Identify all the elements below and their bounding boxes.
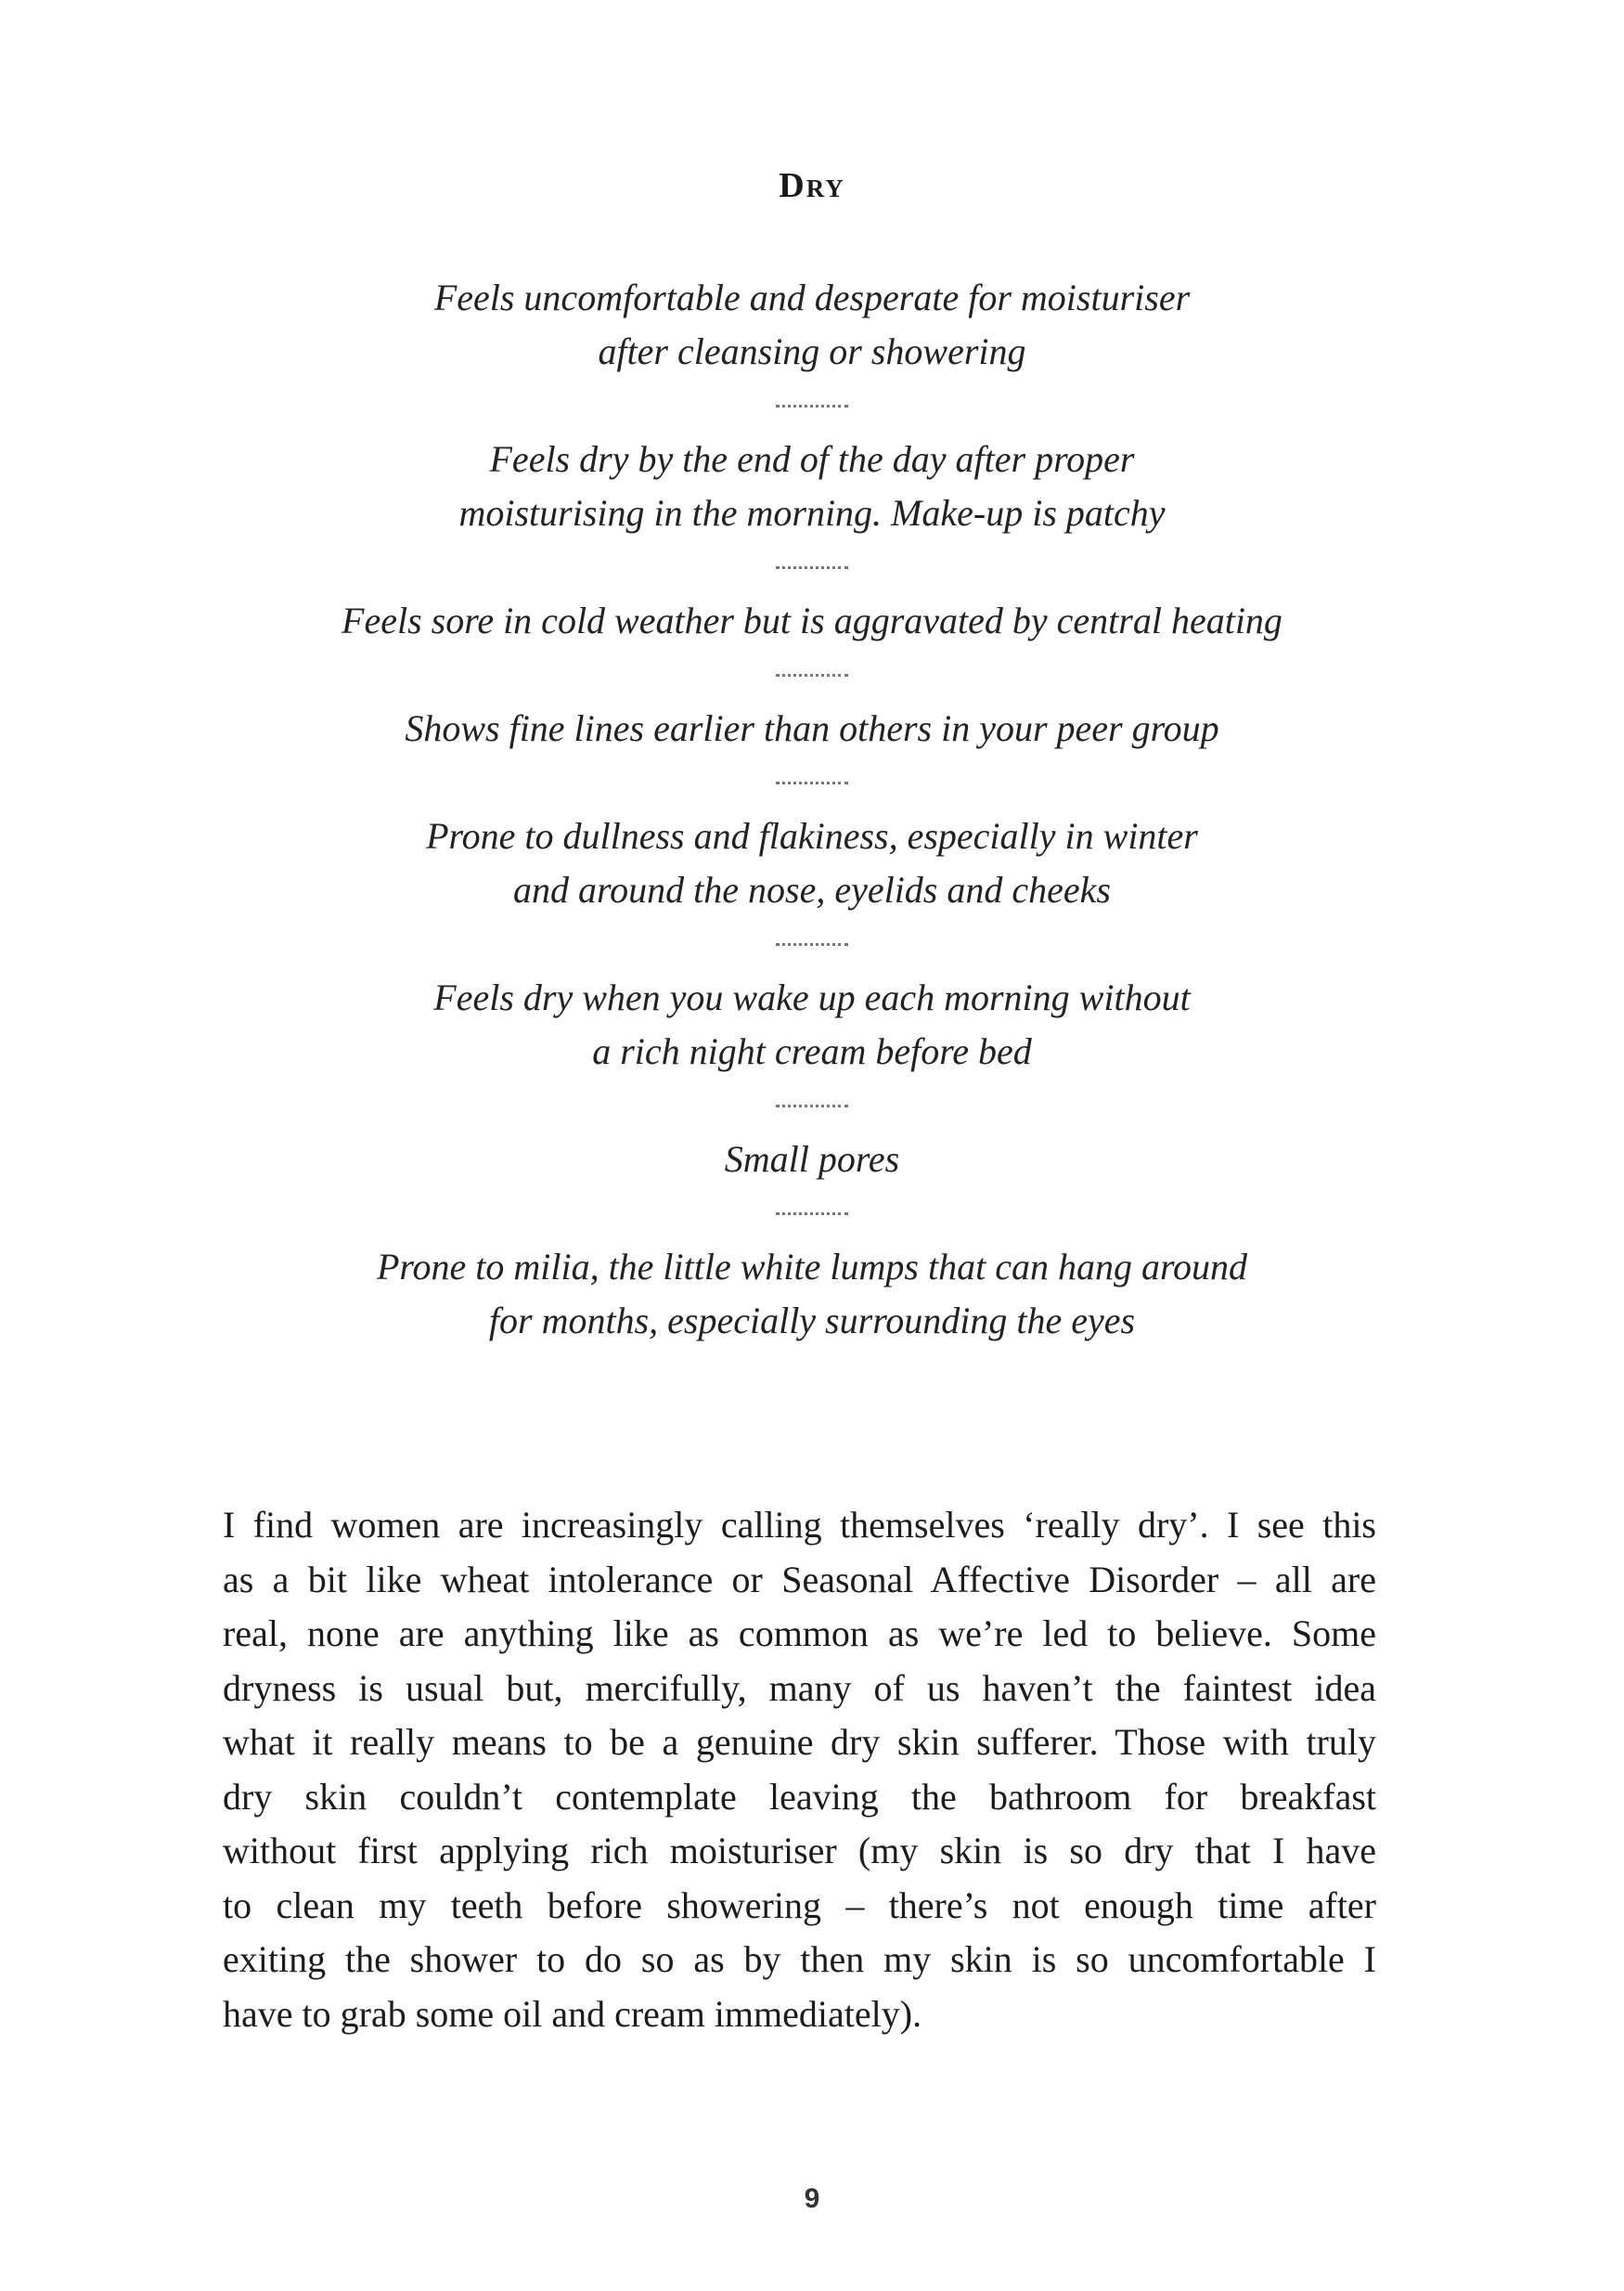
body-line: what it really means to be a genuine dry skin sufferer. Those with truly bbox=[223, 1721, 1376, 1763]
trait-line: Prone to milia, the little white lumps that can hang around bbox=[376, 1246, 1248, 1288]
body-line: without first applying rich moisturiser (my skin is so dry that I have bbox=[223, 1830, 1376, 1871]
trait-item bbox=[0, 271, 1624, 379]
body-line: real, none are anything like as common as we’re led to believe. Some bbox=[223, 1612, 1376, 1654]
dotted-separator bbox=[0, 756, 1624, 809]
trait-line: for months, especially surrounding the eyes bbox=[488, 1300, 1136, 1341]
body-line: dry skin couldn’t contemplate leaving the bathroom for breakfast bbox=[223, 1775, 1376, 1818]
dotted-separator bbox=[0, 379, 1624, 433]
trait-line: Prone to dullness and flakiness, especially in winter bbox=[426, 815, 1198, 857]
body-line: as a bit like wheat intolerance or Seasonal Affective Disorder – all are bbox=[223, 1558, 1376, 1600]
page-number: 9 bbox=[804, 2183, 820, 2214]
trait-line: Small pores bbox=[724, 1138, 900, 1180]
body-line: have to grab some oil and cream immediately). bbox=[223, 1992, 922, 2035]
trait-line: Shows fine lines earlier than others in your peer group bbox=[405, 707, 1219, 749]
body-line: I find women are increasingly calling themselves ‘really dry’. I see this bbox=[223, 1504, 1376, 1546]
trait-item bbox=[0, 594, 1624, 648]
body-line: exiting the shower to do so as by then my skin is so uncomfortable I bbox=[223, 1938, 1376, 1980]
trait-item bbox=[0, 1240, 1624, 1348]
body-paragraph bbox=[223, 1498, 1376, 2041]
trait-item bbox=[0, 971, 1624, 1079]
dotted-separator bbox=[0, 648, 1624, 702]
trait-item bbox=[0, 809, 1624, 917]
dotted-separator bbox=[0, 917, 1624, 971]
trait-item bbox=[0, 702, 1624, 756]
body-line: to clean my teeth before showering – there’s not enough time after bbox=[223, 1883, 1376, 1926]
trait-item bbox=[0, 433, 1624, 540]
trait-item bbox=[0, 1133, 1624, 1186]
trait-line: a rich night cream before bed bbox=[592, 1030, 1032, 1072]
trait-line: Feels dry by the end of the day after proper bbox=[489, 438, 1135, 480]
dotted-separator bbox=[0, 1079, 1624, 1133]
dotted-separator bbox=[0, 540, 1624, 594]
trait-line: Feels dry when you wake up each morning without bbox=[433, 977, 1191, 1018]
trait-line: Feels uncomfortable and desperate for moisturiser bbox=[433, 277, 1191, 318]
section-heading: Dry bbox=[779, 166, 845, 205]
body-line: dryness is usual but, mercifully, many of us haven’t the faintest idea bbox=[223, 1666, 1376, 1709]
trait-line: and around the nose, eyelids and cheeks bbox=[513, 869, 1111, 911]
dry-skin-traits-list bbox=[0, 271, 1624, 1348]
trait-line: Feels sore in cold weather but is aggravated by central heating bbox=[342, 600, 1282, 641]
dotted-separator bbox=[0, 1186, 1624, 1240]
trait-line: moisturising in the morning. Make-up is patchy bbox=[458, 492, 1166, 534]
trait-line: after cleansing or showering bbox=[598, 330, 1026, 372]
